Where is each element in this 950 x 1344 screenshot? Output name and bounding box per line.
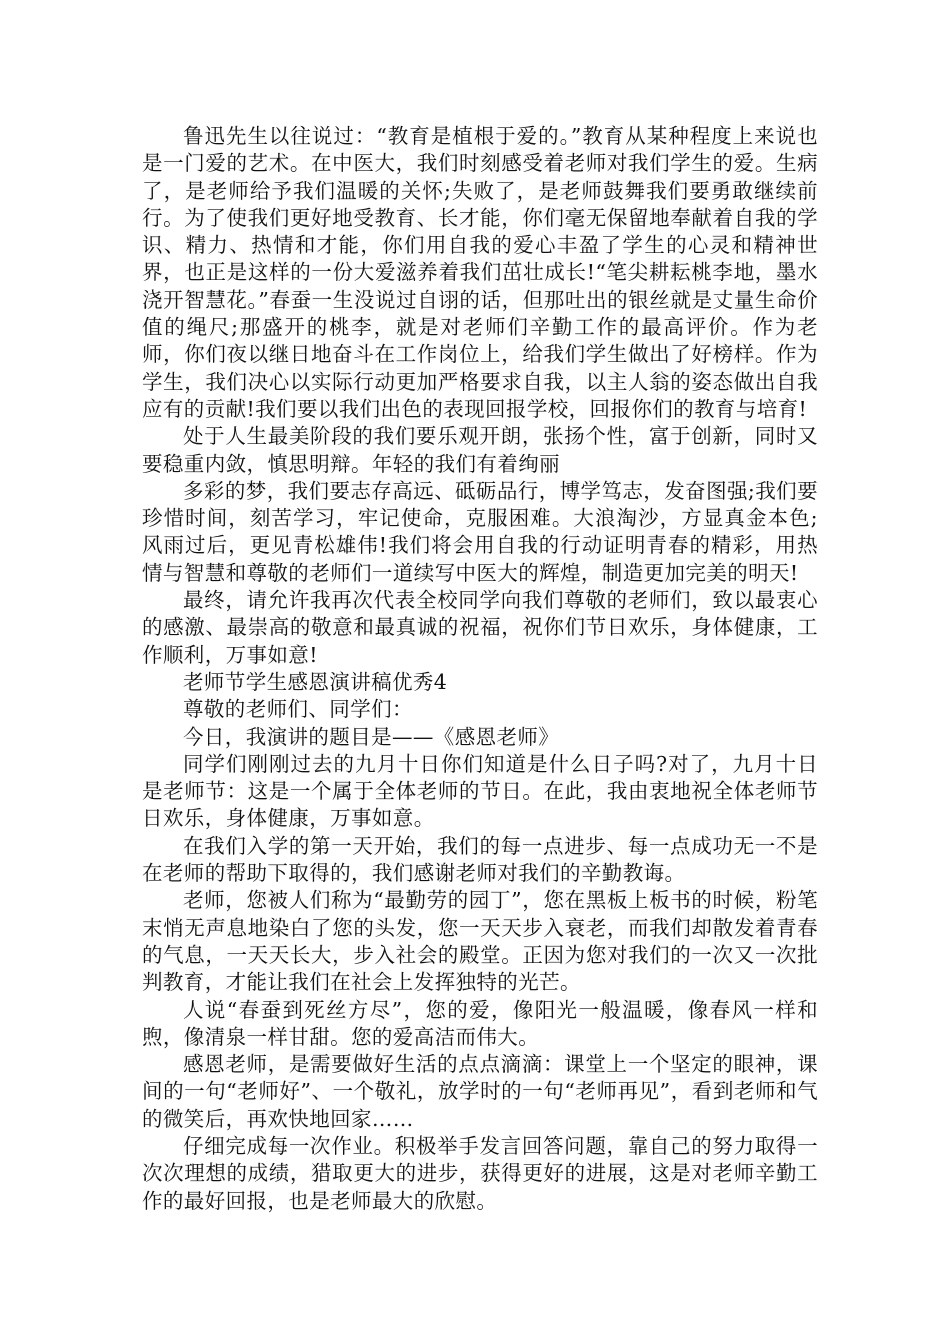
paragraph: 最终，请允许我再次代表全校同学向我们尊敬的老师们，致以最衷心的感激、最崇高的敬意和最真诚的祝福，祝你们节日欢乐，身体健康，工作顺利，万事如意! (142, 588, 818, 667)
document-body (142, 123, 818, 1215)
paragraph: 鲁迅先生以往说过：“教育是植根于爱的。”教育从某种程度上来说也是一门爱的艺术。在中医大，我们时刻感受着老师对我们学生的爱。生病了，是老师给予我们温暖的关怀;失败了，是老师鼓舞我们要勇敢继续前行。为了使我们更好地受教育、长才能，你们毫无保留地奉献着自我的学识、精力、热情和才能，你们用自我的爱心丰盈了学生的心灵和精神世界，也正是这样的一份大爱滋养着我们茁壮成长!“笔尖耕耘桃李地，墨水浇开智慧花。”春蚕一生没说过自诩的话，但那吐出的银丝就是丈量生命价值的绳尺;那盛开的桃李，就是对老师们辛勤工作的最高评价。作为老师，你们夜以继日地奋斗在工作岗位上，给我们学生做出了好榜样。作为学生，我们决心以实际行动更加严格要求自我，以主人翁的姿态做出自我应有的贡献!我们要以我们出色的表现回报学校，回报你们的教育与培育! (142, 124, 818, 421)
paragraph: 感恩老师，是需要做好生活的点点滴滴：课堂上一个坚定的眼神，课间的一句“老师好”、一个敬礼，放学时的一句“老师再见”，看到老师和气的微笑后，再欢快地回家…… (142, 1052, 818, 1131)
paragraph: 同学们刚刚过去的九月十日你们知道是什么日子吗?对了，九月十日是老师节：这是一个属于全体老师的节日。在此，我由衷地祝全体老师节日欢乐，身体健康，万事如意。 (142, 751, 818, 831)
paragraph: 人说“春蚕到死丝方尽”，您的爱，像阳光一般温暖，像春风一样和煦，像清泉一样甘甜。您的爱高洁而伟大。 (142, 997, 818, 1049)
paragraph: 在我们入学的第一天开始，我们的每一点进步、每一点成功无一不是在老师的帮助下取得的，我们感谢老师对我们的辛勤教诲。 (142, 833, 818, 886)
speech-title-line: 今日，我演讲的题目是——《感恩老师》 (183, 724, 560, 749)
salutation: 尊敬的老师们、同学们： (183, 697, 413, 722)
paragraph: 处于人生最美阶段的我们要乐观开朗，张扬个性，富于创新，同时又要稳重内敛，慎思明辩。年轻的我们有着绚丽 (142, 424, 818, 476)
section-heading: 老师节学生感恩演讲稿优秀4 (183, 669, 448, 694)
paragraph: 多彩的梦，我们要志存高远、砥砺品行，博学笃志，发奋图强;我们要珍惜时间，刻苦学习，牢记使命，克服困难。大浪淘沙，方显真金本色;风雨过后，更见青松雄伟!我们将会用自我的行动证明青春的精彩，用热情与智慧和尊敬的老师们一道续写中医大的辉煌，制造更加完美的明天! (142, 478, 818, 585)
paragraph: 仔细完成每一次作业。积极举手发言回答问题，靠自己的努力取得一次次理想的成绩，猎取更大的进步，获得更好的进展，这是对老师辛勤工作的最好回报，也是老师最大的欣慰。 (142, 1133, 818, 1213)
paragraph: 老师，您被人们称为“最勤劳的园丁”，您在黑板上板书的时候，粉笔末悄无声息地染白了您的头发，您一天天步入衰老，而我们却散发着青春的气息，一天天长大，步入社会的殿堂。正因为您对我们的一次又一次批判教育，才能让我们在社会上发挥独特的光芒。 (142, 888, 818, 995)
